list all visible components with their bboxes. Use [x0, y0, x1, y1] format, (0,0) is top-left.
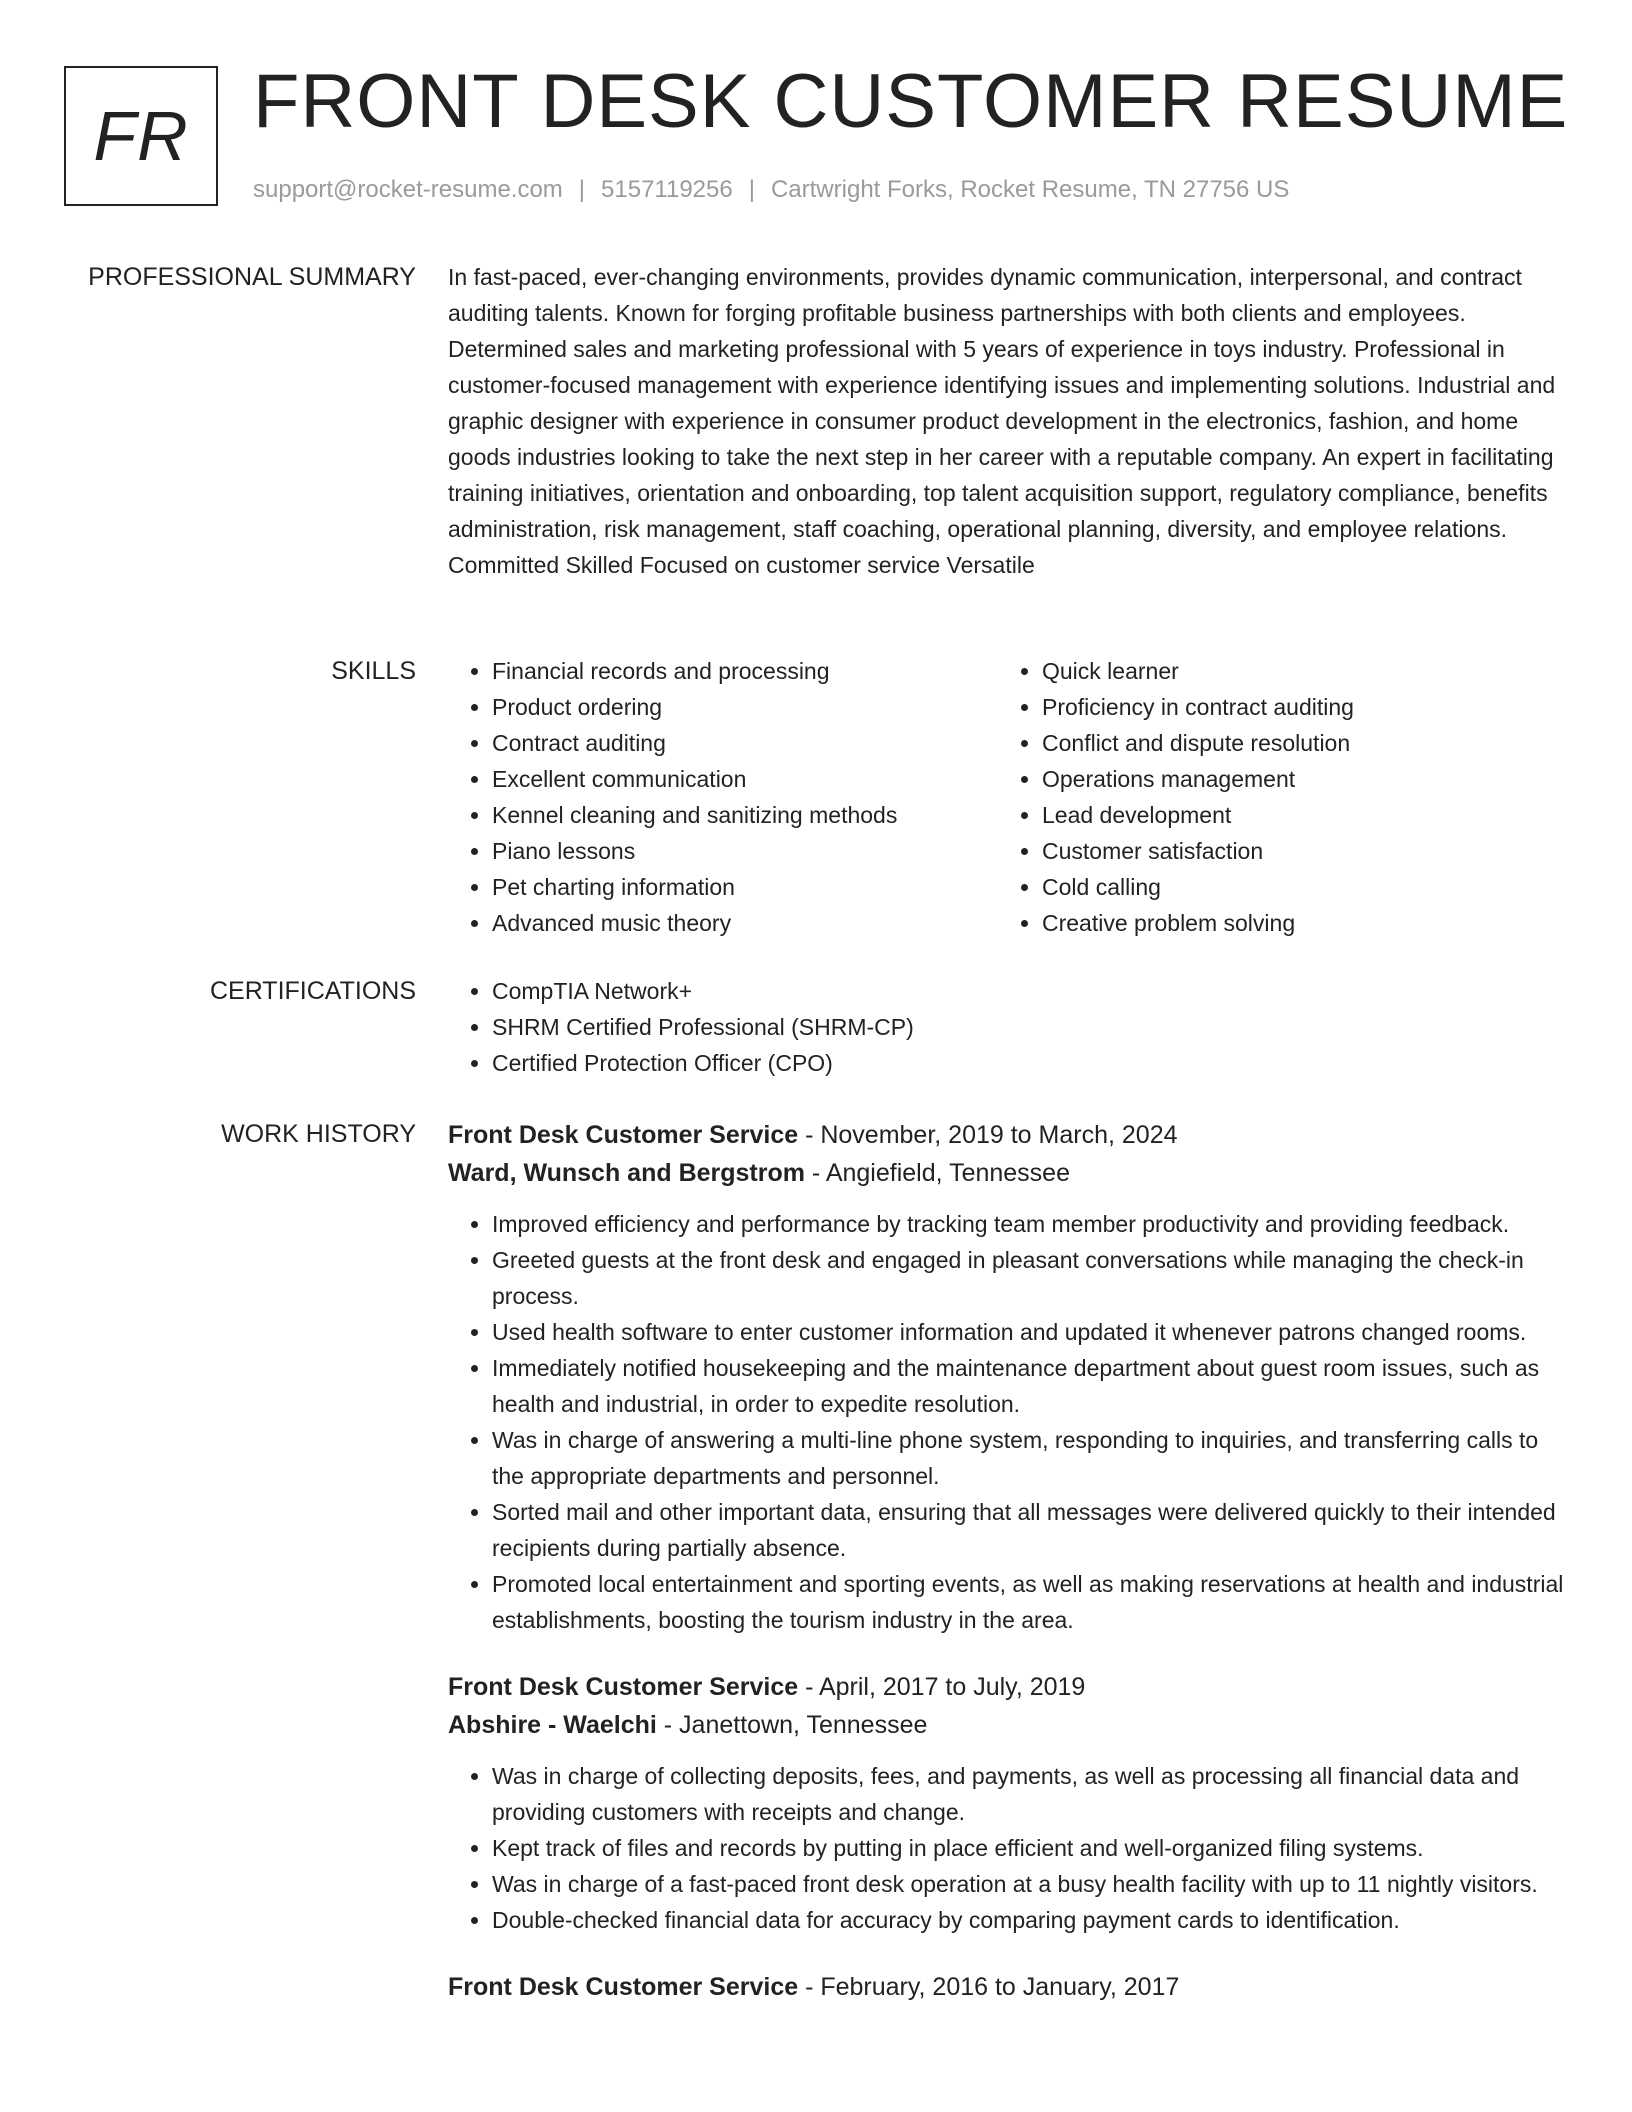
- job-title-line: [448, 1116, 1568, 1154]
- job-title: Front Desk Customer Service: [448, 1973, 799, 2001]
- contact-address: Cartwright Forks, Rocket Resume, TN 27756 US: [770, 176, 1290, 203]
- job-duty-item: • Sorted mail and other important data, ensuring that all messages were delivered quickly to their intended recipients during partially absence.: [492, 1494, 1568, 1566]
- job-duty-item: • Was in charge of answering a multi-line phone system, responding to inquiries, and transferring calls to the appropriate departments and personnel.: [492, 1422, 1568, 1494]
- job-duty-item: • Greeted guests at the front desk and engaged in pleasant conversations while managing the check-in process.: [492, 1242, 1568, 1314]
- job-title-line: [448, 1968, 1568, 2006]
- job-title: Front Desk Customer Service: [448, 1121, 799, 1149]
- job-company-line: [448, 1706, 1568, 1744]
- job-entry: [448, 1116, 1568, 1638]
- skill-item: • Piano lessons: [492, 833, 1032, 869]
- contact-line: [253, 176, 1289, 204]
- contact-phone: 5157119256: [601, 176, 733, 203]
- job-duty-item: • Promoted local entertainment and sporting events, as well as making reservations at health and industrial establishments, boosting the tourism industry in the area.: [492, 1566, 1568, 1638]
- skill-item: • Excellent communication: [492, 761, 1032, 797]
- skill-item: • Operations management: [1042, 761, 1582, 797]
- resume-title: FRONT DESK CUSTOMER RESUME: [253, 59, 1569, 144]
- skill-item: • Quick learner: [1042, 653, 1582, 689]
- skill-item: • Kennel cleaning and sanitizing methods: [492, 797, 1032, 833]
- job-duties-list: [448, 1758, 1568, 1938]
- job-location: - Angiefield, Tennessee: [804, 1159, 1070, 1187]
- skill-item: • Pet charting information: [492, 869, 1032, 905]
- job-duty-item: • Was in charge of collecting deposits, fees, and payments, as well as processing all financial data and providing customers with receipts and change.: [492, 1758, 1568, 1830]
- job-title: Front Desk Customer Service: [448, 1673, 799, 1701]
- job-duty-item: • Double-checked financial data for accuracy by comparing payment cards to identification.: [492, 1902, 1568, 1938]
- skill-item: • Lead development: [1042, 797, 1582, 833]
- certification-item: • SHRM Certified Professional (SHRM-CP): [492, 1009, 1568, 1045]
- contact-separator: |: [748, 176, 755, 203]
- job-company: Ward, Wunsch and Bergstrom: [448, 1159, 805, 1187]
- job-duty-item: • Used health software to enter customer information and updated it whenever patrons changed rooms.: [492, 1314, 1568, 1350]
- skill-item: • Product ordering: [492, 689, 1032, 725]
- work-history-body: [448, 1116, 1568, 2036]
- summary-heading: PROFESSIONAL SUMMARY: [88, 263, 416, 291]
- skill-item: • Financial records and processing: [492, 653, 1032, 689]
- skill-item: • Advanced music theory: [492, 905, 1032, 941]
- certification-item: • Certified Protection Officer (CPO): [492, 1045, 1568, 1081]
- contact-separator: |: [578, 176, 586, 203]
- initials-monogram: [64, 66, 218, 206]
- summary-body: [448, 259, 1568, 583]
- job-dates: - November, 2019 to March, 2024: [798, 1121, 1178, 1149]
- skill-item: • Customer satisfaction: [1042, 833, 1582, 869]
- skills-list-left: [448, 653, 1032, 941]
- skill-item: • Proficiency in contract auditing: [1042, 689, 1582, 725]
- work-history-heading: WORK HISTORY: [221, 1120, 416, 1148]
- job-duty-item: • Kept track of files and records by putting in place efficient and well-organized filing systems.: [492, 1830, 1568, 1866]
- contact-email: support@rocket-resume.com: [253, 176, 563, 203]
- job-entry: [448, 1668, 1568, 1938]
- certifications-list: [448, 973, 1568, 1081]
- job-entry: [448, 1968, 1568, 2006]
- job-dates: - April, 2017 to July, 2019: [798, 1673, 1086, 1701]
- initials-text: FR: [93, 97, 189, 175]
- skills-list-right: [998, 653, 1582, 941]
- job-company: Abshire - Waelchi: [448, 1711, 657, 1739]
- job-duty-item: • Was in charge of a fast-paced front desk operation at a busy health facility with up to 11 nightly visitors.: [492, 1866, 1568, 1902]
- skill-item: • Cold calling: [1042, 869, 1582, 905]
- job-company-line: [448, 1154, 1568, 1192]
- job-location: - Janettown, Tennessee: [656, 1711, 928, 1739]
- skill-item: • Contract auditing: [492, 725, 1032, 761]
- certification-item: • CompTIA Network+: [492, 973, 1568, 1009]
- job-duties-list: [448, 1206, 1568, 1638]
- skills-heading: SKILLS: [331, 657, 416, 685]
- skills-body: [448, 653, 1568, 953]
- certifications-heading: CERTIFICATIONS: [209, 977, 416, 1005]
- summary-text: In fast-paced, ever-changing environments, provides dynamic communication, interpersonal, and contract auditing talents. Known for forging profitable business partnerships with both clients and employees. Determined sales and marketing professional with 5 years of experience in toys industry. Professional in customer-focused management with experience identifying issues and implementing solutions. Industrial and graphic designer with experience in consumer product development in the electronics, fashion, and home goods industries looking to take the next step in her career with a reputable company. An expert in facilitating training initiatives, orientation and onboarding, top talent acquisition support, regulatory compliance, benefits administration, risk management, staff coaching, operational planning, diversity, and employee relations. Committed Skilled Focused on customer service Versatile: [448, 264, 1556, 578]
- skill-item: • Conflict and dispute resolution: [1042, 725, 1582, 761]
- certifications-body: [448, 973, 1568, 1081]
- job-title-line: [448, 1668, 1568, 1706]
- job-dates: - February, 2016 to January, 2017: [798, 1973, 1180, 2001]
- job-duty-item: • Improved efficiency and performance by tracking team member productivity and providing feedback.: [492, 1206, 1568, 1242]
- job-duty-item: • Immediately notified housekeeping and the maintenance department about guest room issues, such as health and industrial, in order to expedite resolution.: [492, 1350, 1568, 1422]
- skill-item: • Creative problem solving: [1042, 905, 1582, 941]
